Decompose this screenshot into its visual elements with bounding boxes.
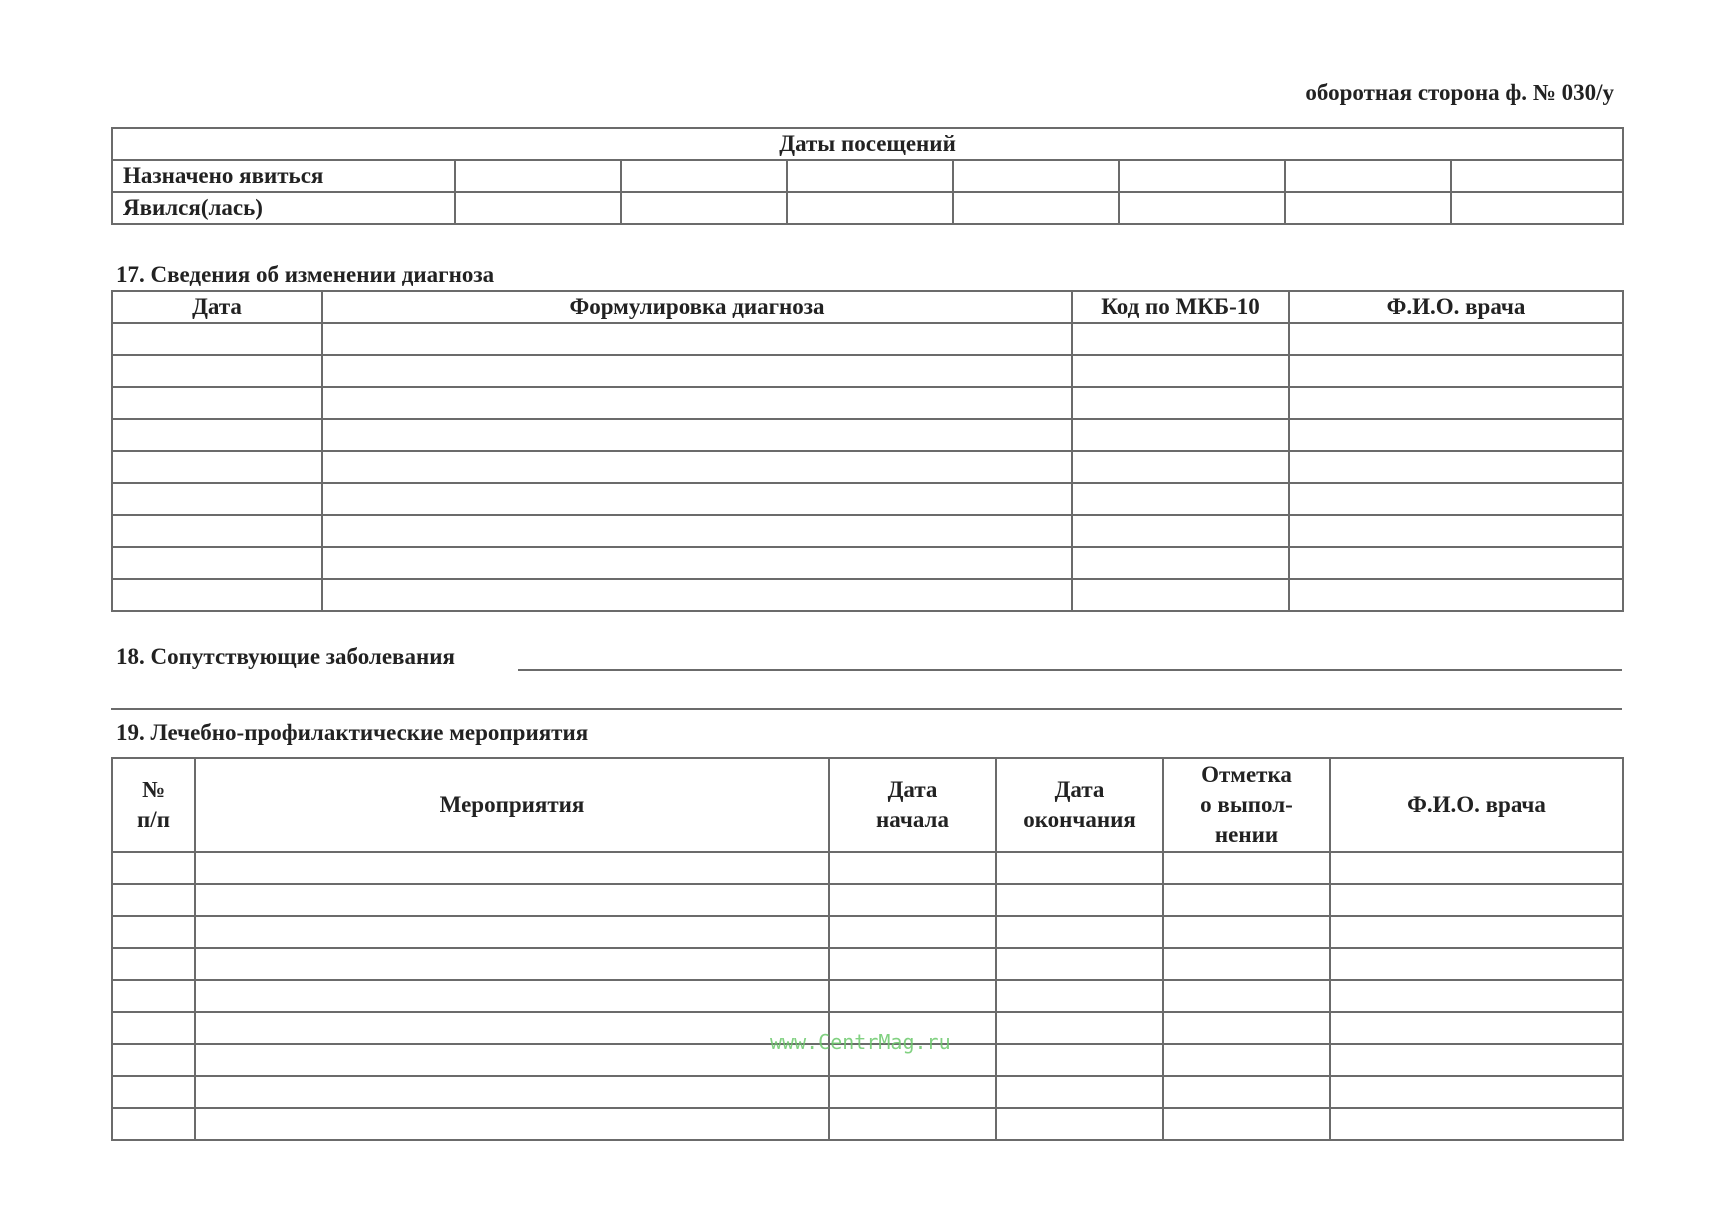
table-row [112,916,1623,948]
table-cell[interactable] [322,579,1072,611]
table-cell[interactable] [1163,1108,1330,1140]
table-cell[interactable] [829,1108,996,1140]
table-cell[interactable] [1289,483,1623,515]
visits-table [111,127,1624,225]
table-cell[interactable] [1289,419,1623,451]
table-row [112,419,1623,451]
table-cell[interactable] [1072,547,1289,579]
table-cell[interactable] [112,419,322,451]
visit-date-cell[interactable] [1119,192,1285,224]
table-cell[interactable] [996,1012,1163,1044]
table-cell[interactable] [195,1076,829,1108]
table-cell[interactable] [322,515,1072,547]
table-cell[interactable] [112,852,195,884]
visit-date-cell[interactable] [1285,192,1451,224]
visit-date-cell[interactable] [455,192,621,224]
table-row [112,948,1623,980]
table-cell[interactable] [1289,387,1623,419]
visits-row-label: Назначено явиться [112,160,455,192]
table-cell[interactable] [829,852,996,884]
table-cell[interactable] [322,483,1072,515]
table-cell[interactable] [1289,579,1623,611]
table-cell[interactable] [112,980,195,1012]
table-cell[interactable] [1072,419,1289,451]
table-cell[interactable] [1072,451,1289,483]
table-cell[interactable] [1163,884,1330,916]
column-header-start-date: Дата начала [829,758,996,852]
table-cell[interactable] [996,1044,1163,1076]
visit-date-cell[interactable] [455,160,621,192]
table-cell[interactable] [1289,451,1623,483]
visit-date-cell[interactable] [1451,192,1623,224]
table-cell[interactable] [112,1044,195,1076]
table-cell[interactable] [1072,483,1289,515]
related-diseases-line-2[interactable] [111,708,1622,710]
table-cell[interactable] [112,1076,195,1108]
visits-row-scheduled [112,160,1623,192]
section-18-title: 18. Сопутствующие заболевания [116,644,455,669]
column-header: Дата [112,291,322,323]
visit-date-cell[interactable] [621,160,787,192]
table-cell[interactable] [1330,852,1623,884]
table-row [112,483,1623,515]
table-cell[interactable] [1330,948,1623,980]
table-cell[interactable] [996,980,1163,1012]
visit-date-cell[interactable] [787,192,953,224]
table-cell[interactable] [322,323,1072,355]
table-cell[interactable] [112,916,195,948]
related-diseases-line[interactable] [518,669,1622,671]
table-cell[interactable] [195,1044,829,1076]
table-cell[interactable] [829,1076,996,1108]
table-cell[interactable] [829,884,996,916]
table-cell[interactable] [322,547,1072,579]
table-cell[interactable] [1072,579,1289,611]
measures-header-row [112,758,1623,852]
table-cell[interactable] [829,916,996,948]
table-cell[interactable] [829,980,996,1012]
column-header: Ф.И.О. врача [1289,291,1623,323]
visit-date-cell[interactable] [1119,160,1285,192]
table-cell[interactable] [1163,1076,1330,1108]
table-cell[interactable] [996,1108,1163,1140]
table-cell[interactable] [1072,387,1289,419]
measures-table [111,757,1624,1141]
column-header: Код по МКБ-10 [1072,291,1289,323]
table-cell[interactable] [996,884,1163,916]
section-19-title: 19. Лечебно-профилактические мероприятия [116,720,589,745]
table-cell[interactable] [1163,980,1330,1012]
table-cell[interactable] [112,884,195,916]
table-cell[interactable] [322,355,1072,387]
visits-header-row [112,128,1623,160]
visit-date-cell[interactable] [953,160,1119,192]
table-cell[interactable] [195,948,829,980]
watermark: www.CentrMag.ru [770,1030,951,1054]
table-cell[interactable] [829,948,996,980]
table-cell[interactable] [112,355,322,387]
table-cell[interactable] [195,980,829,1012]
table-cell[interactable] [195,916,829,948]
column-header-doctor: Ф.И.О. врача [1330,758,1623,852]
table-row [112,355,1623,387]
table-cell[interactable] [1289,323,1623,355]
visits-row-label: Явился(лась) [112,192,455,224]
table-cell[interactable] [195,1012,829,1044]
diagnosis-changes-table [111,290,1624,612]
column-header-event: Мероприятия [195,758,829,852]
table-cell[interactable] [1330,1012,1623,1044]
table-cell[interactable] [1163,948,1330,980]
table-cell[interactable] [1072,323,1289,355]
column-header: Формулировка диагноза [322,291,1072,323]
table-cell[interactable] [195,1108,829,1140]
visit-date-cell[interactable] [953,192,1119,224]
table-cell[interactable] [112,1108,195,1140]
visit-date-cell[interactable] [1451,160,1623,192]
table-cell[interactable] [996,916,1163,948]
visit-date-cell[interactable] [621,192,787,224]
table-cell[interactable] [322,451,1072,483]
table-cell[interactable] [322,419,1072,451]
table-row [112,451,1623,483]
table-cell[interactable] [1330,980,1623,1012]
column-header-number: № п/п [112,758,195,852]
table-row [112,323,1623,355]
table-cell[interactable] [1289,515,1623,547]
table-cell[interactable] [1072,355,1289,387]
visits-row-attended [112,192,1623,224]
form-reference-note: оборотная сторона ф. № 030/у [1305,80,1614,105]
table-cell[interactable] [1330,884,1623,916]
table-cell[interactable] [112,515,322,547]
column-header-completion-mark: Отметка о выпол- нении [1163,758,1330,852]
table-row [112,1108,1623,1140]
table-cell[interactable] [996,1076,1163,1108]
visits-title: Даты посещений [112,128,1623,160]
section-17-title: 17. Сведения об изменении диагноза [116,262,495,287]
table-cell[interactable] [1163,1044,1330,1076]
table-cell[interactable] [112,1012,195,1044]
visit-date-cell[interactable] [1285,160,1451,192]
measures-rows [112,852,1623,1140]
table-cell[interactable] [1330,1044,1623,1076]
column-header-end-date: Дата окончания [996,758,1163,852]
table-cell[interactable] [195,884,829,916]
table-cell[interactable] [996,948,1163,980]
table-row [112,515,1623,547]
table-cell[interactable] [996,852,1163,884]
table-cell[interactable] [1330,1108,1623,1140]
table-row [112,980,1623,1012]
table-cell[interactable] [1163,1012,1330,1044]
table-row [112,579,1623,611]
table-row [112,852,1623,884]
table-cell[interactable] [112,948,195,980]
visit-date-cell[interactable] [787,160,953,192]
table-cell[interactable] [1289,547,1623,579]
table-cell[interactable] [112,451,322,483]
table-cell[interactable] [1072,515,1289,547]
table-cell[interactable] [1330,916,1623,948]
diagnosis-header-row [112,291,1623,323]
table-cell[interactable] [1330,1076,1623,1108]
table-cell[interactable] [112,323,322,355]
diagnosis-rows [112,323,1623,611]
table-row [112,1076,1623,1108]
table-row [112,387,1623,419]
table-cell[interactable] [1163,852,1330,884]
table-row [112,884,1623,916]
table-cell[interactable] [322,387,1072,419]
table-cell[interactable] [112,387,322,419]
table-cell[interactable] [195,852,829,884]
table-cell[interactable] [1163,916,1330,948]
table-row [112,547,1623,579]
table-cell[interactable] [1289,355,1623,387]
table-cell[interactable] [112,483,322,515]
table-cell[interactable] [112,547,322,579]
table-cell[interactable] [112,579,322,611]
